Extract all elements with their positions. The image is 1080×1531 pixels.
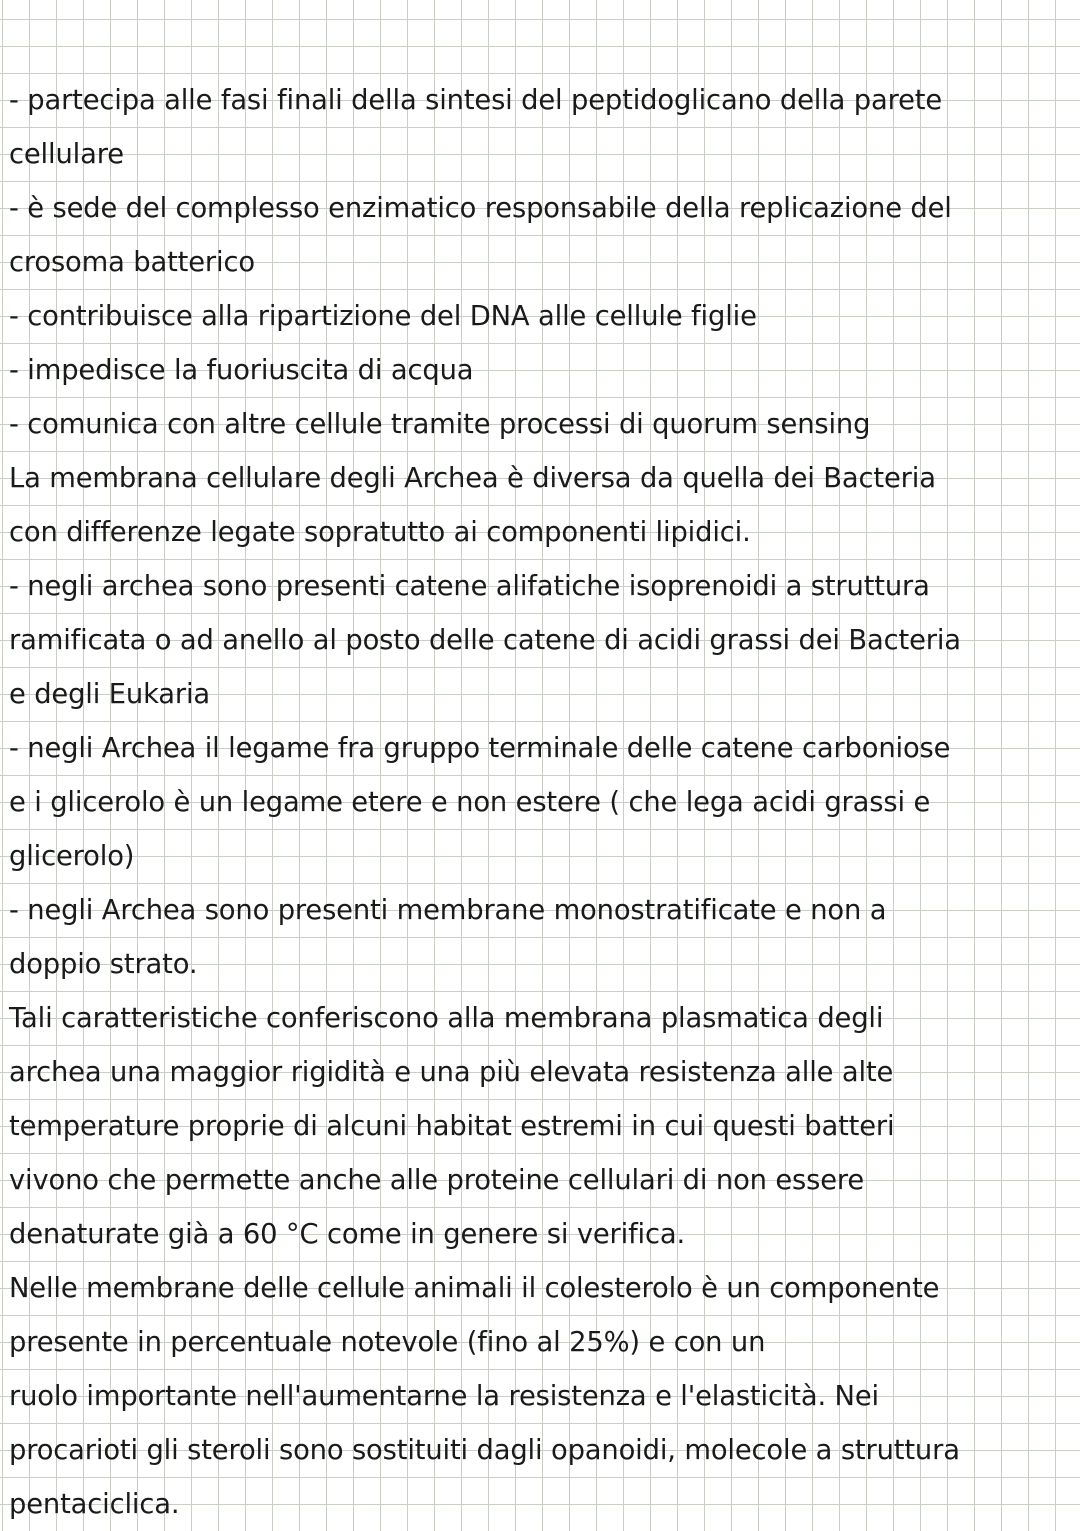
text-line: Tali caratteristiche conferiscono alla membrana plasmatica degli [9,1002,884,1034]
text-line: ruolo importante nell'aumentarne la resistenza e l'elasticità. Nei [9,1380,879,1412]
text-line: - è sede del complesso enzimatico responsabile della replicazione del [9,192,952,224]
text-line: - impedisce la fuoriuscita di acqua [9,354,474,386]
text-line: cellulare [9,138,124,170]
text-line: denaturate già a 60 °C come in genere si verifica. [9,1218,686,1250]
text-line: temperature proprie di alcuni habitat estremi in cui questi batteri [9,1110,895,1142]
text-line: - contribuisce alla ripartizione del DNA alle cellule figlie [9,300,757,332]
text-line: - negli Archea sono presenti membrane monostratificate e non a [9,894,887,926]
text-line: La membrana cellulare degli Archea è diversa da quella dei Bacteria [9,462,936,494]
text-line: crosoma batterico [9,246,255,278]
text-line: procarioti gli steroli sono sostituiti dagli opanoidi, molecole a struttura [9,1434,960,1466]
text-line: ramificata o ad anello al posto delle catene di acidi grassi dei Bacteria [9,624,961,656]
handwritten-text-block [9,73,1077,1531]
text-line: vivono che permette anche alle proteine cellulari di non essere [9,1164,865,1196]
text-line: glicerolo) [9,840,135,872]
text-line: - partecipa alle fasi finali della sintesi del peptidoglicano della parete [9,84,943,116]
text-line: Nelle membrane delle cellule animali il colesterolo è un componente [9,1272,940,1304]
text-line: - negli Archea il legame fra gruppo terminale delle catene carboniose [9,732,951,764]
text-line: e degli Eukaria [9,678,211,710]
text-line: - negli archea sono presenti catene alifatiche isoprenoidi a struttura [9,570,930,602]
text-line: archea una maggior rigidità e una più elevata resistenza alle alte [9,1056,894,1088]
text-line: presente in percentuale notevole (fino al 25%) e con un [9,1326,766,1358]
text-line: pentaciclica. [9,1488,180,1520]
text-line: con differenze legate sopratutto ai componenti lipidici. [9,516,751,548]
text-line: doppio strato. [9,948,198,980]
text-line: - comunica con altre cellule tramite processi di quorum sensing [9,408,871,440]
text-line: e i glicerolo è un legame etere e non estere ( che lega acidi grassi e [9,786,931,818]
